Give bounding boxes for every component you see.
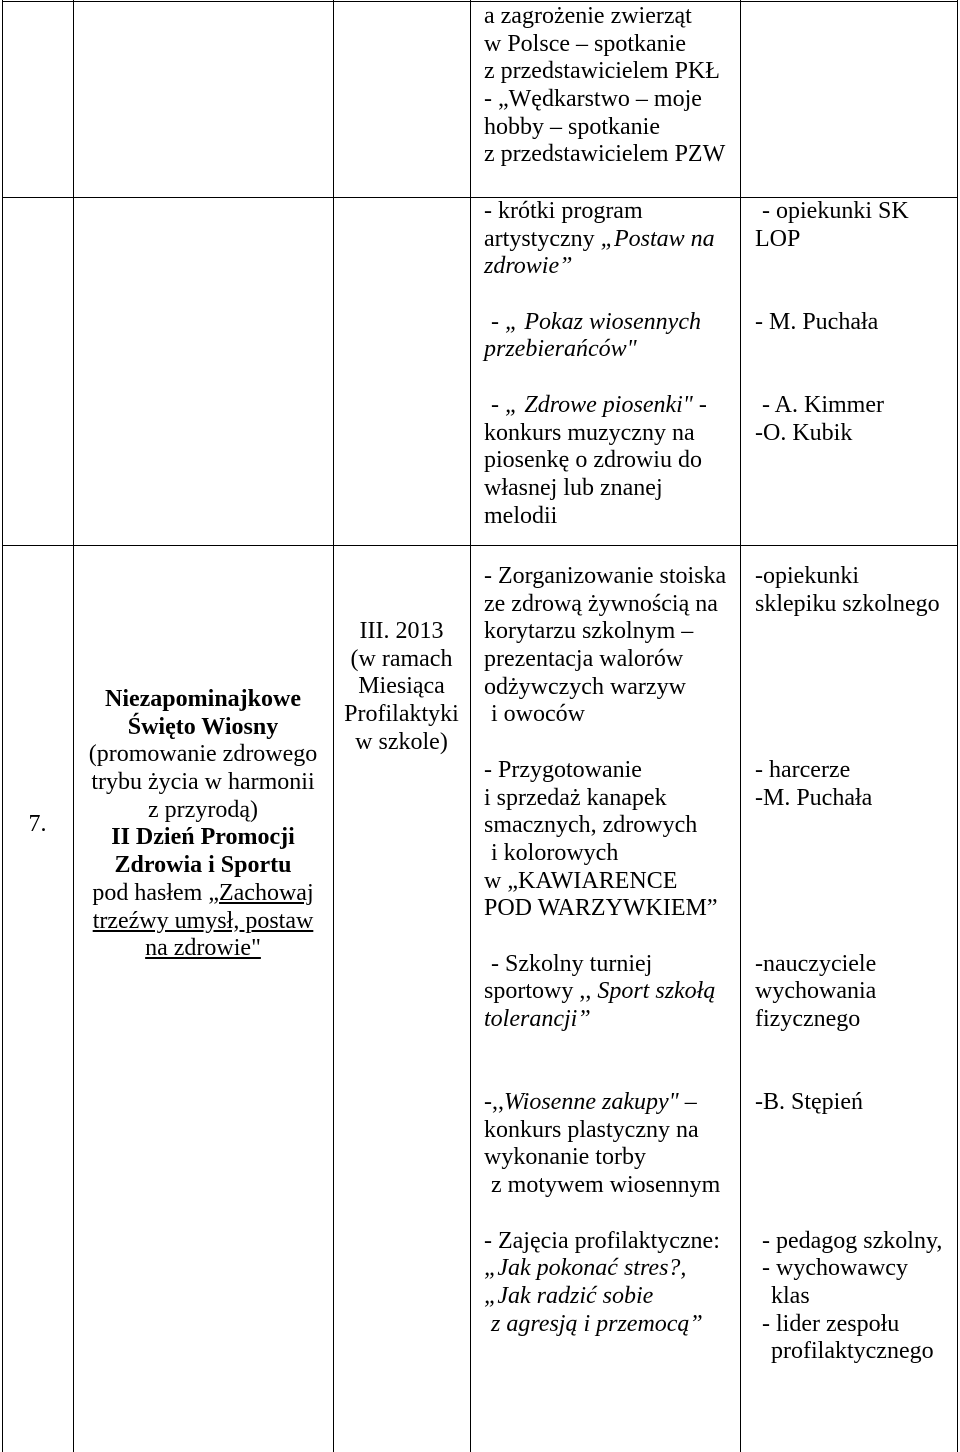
- activity-line: - „Wędkarstwo – moje: [484, 86, 702, 113]
- activity-line: konkurs plastyczny na: [484, 1116, 699, 1143]
- table-border-horizontal: [2, 545, 958, 546]
- activity-line: hobby – spotkanie: [484, 113, 660, 140]
- cell-activities: [484, 563, 726, 1338]
- responsible-line: -nauczyciele: [755, 950, 877, 977]
- activity-line: - Zajęcia profilaktyczne:: [484, 1227, 720, 1254]
- event-line: Niezapominajkowe: [105, 686, 301, 712]
- cell-date: [333, 618, 470, 756]
- activity-line: - krótki program: [484, 198, 643, 224]
- activity-line: - Przygotowanie: [484, 756, 642, 783]
- event-line: z przyrodą): [148, 796, 258, 823]
- activity-line: konkurs muzyczny na: [484, 419, 695, 446]
- activity-line: w Polsce – spotkanie: [484, 30, 686, 57]
- event-line: na zdrowie": [145, 935, 261, 962]
- activity-line: odżywczych warzyw: [484, 673, 686, 700]
- activity-line: i sprzedaż kanapek: [484, 784, 667, 811]
- activity-line: korytarzu szkolnym –: [484, 618, 694, 645]
- activity-line: wykonanie torby: [484, 1144, 646, 1171]
- date-line: III. 2013: [359, 618, 444, 644]
- activity-line: przebierańców": [484, 336, 637, 363]
- event-line: II Dzień Promocji: [111, 824, 295, 851]
- responsible-line: -opiekunki: [755, 563, 859, 589]
- event-line: Zdrowia i Sportu: [114, 852, 292, 879]
- event-line: (promowanie zdrowego: [88, 741, 318, 768]
- activity-line: ze zdrową żywnością na: [484, 590, 718, 617]
- responsible-line: - harcerze: [755, 756, 851, 783]
- row-number: 7.: [28, 811, 47, 837]
- activity-line: „Jak pokonać stres?,: [484, 1255, 687, 1282]
- activity-line: „Jak radzić sobie: [484, 1282, 654, 1309]
- italic-title-segment: Wiosenne zakupy": [504, 1089, 679, 1116]
- cell-responsible: [755, 563, 942, 1366]
- responsible-line: - M. Puchała: [755, 308, 879, 335]
- activity-line: - Szkolny turniej: [491, 950, 653, 977]
- italic-title-segment: „ Zdrowe piosenki": [505, 391, 693, 418]
- activity-line: a zagrożenie zwierząt: [484, 3, 692, 29]
- text-segment: -: [491, 308, 505, 335]
- cell-activities: [484, 198, 715, 530]
- italic-title-segment: „Postaw na: [600, 225, 715, 252]
- text-segment: -: [692, 391, 707, 418]
- activity-line: w „KAWIARENCE: [484, 867, 678, 894]
- responsible-line: - opiekunki SK: [762, 198, 909, 224]
- event-line: trybu życia w harmonii: [91, 769, 315, 796]
- italic-title-segment: „ Pokaz wiosennych: [505, 308, 701, 335]
- activity-line: melodii: [484, 502, 558, 529]
- text-segment: pod hasłem: [92, 879, 209, 906]
- text-segment: –: [678, 1089, 697, 1116]
- cell-responsible: [755, 198, 909, 447]
- text-segment: -: [491, 391, 505, 418]
- text-segment: -,,: [484, 1089, 504, 1116]
- cell-event: [73, 686, 333, 963]
- table-border-horizontal: [2, 1, 958, 2]
- activity-line: smacznych, zdrowych: [484, 812, 698, 839]
- date-line: Profilaktyki: [344, 701, 459, 728]
- cell-number: [2, 811, 73, 839]
- activity-line: własnej lub znanej: [484, 474, 663, 501]
- activity-line: [484, 226, 715, 254]
- cell-activities: [484, 3, 725, 169]
- event-line: [73, 880, 333, 908]
- responsible-line: - pedagog szkolny,: [762, 1227, 943, 1254]
- activity-line: POD WARZYWKIEM”: [484, 895, 718, 922]
- responsible-line: -O. Kubik: [755, 419, 853, 446]
- activity-line: [484, 978, 726, 1006]
- table-border-vertical: [470, 0, 471, 1452]
- responsible-line: - lider zespołu: [762, 1310, 900, 1337]
- activity-line: [484, 1089, 726, 1117]
- table-border-vertical: [740, 0, 741, 1452]
- activity-line: piosenkę o zdrowiu do: [484, 447, 702, 474]
- event-line: trzeźwy umysł, postaw: [92, 907, 314, 934]
- activity-line: z przedstawicielem PKŁ: [484, 58, 720, 85]
- responsible-line: LOP: [755, 225, 801, 252]
- activity-line: - Zorganizowanie stoiska: [484, 563, 727, 589]
- underlined-slogan-segment: „Zachowaj: [208, 879, 314, 906]
- date-line: Miesiąca: [358, 673, 445, 700]
- activity-line: i owoców: [491, 701, 585, 728]
- activity-line: z motywem wiosennym: [491, 1172, 721, 1199]
- text-segment: sportowy ,,: [484, 978, 598, 1005]
- responsible-line: profilaktycznego: [771, 1338, 934, 1365]
- responsible-line: -M. Puchała: [755, 784, 873, 811]
- date-line: (w ramach: [350, 645, 453, 672]
- responsible-line: - A. Kimmer: [762, 391, 884, 418]
- activity-line: z agresją i przemocą”: [491, 1310, 703, 1337]
- responsible-line: -B. Stępień: [755, 1089, 863, 1116]
- table-border-vertical: [2, 0, 3, 1452]
- activity-line: z przedstawicielem PZW: [484, 141, 726, 168]
- text-segment: artystyczny: [484, 225, 601, 252]
- responsible-line: sklepiku szkolnego: [755, 590, 940, 617]
- date-line: w szkole): [355, 728, 448, 755]
- activity-line: [484, 392, 715, 420]
- responsible-line: wychowania: [755, 978, 877, 1005]
- responsible-line: fizycznego: [755, 1006, 861, 1033]
- event-line: Święto Wiosny: [127, 713, 279, 740]
- activity-line: zdrowie”: [484, 253, 573, 280]
- activity-line: prezentacja walorów: [484, 646, 684, 673]
- activity-line: tolerancji”: [484, 1006, 591, 1032]
- responsible-line: - wychowawcy: [762, 1255, 908, 1282]
- activity-line: [484, 309, 715, 337]
- table-border-vertical: [957, 0, 958, 1452]
- responsible-line: klas: [771, 1283, 810, 1310]
- italic-title-segment: Sport szkołą: [597, 978, 716, 1005]
- activity-line: i kolorowych: [491, 839, 619, 866]
